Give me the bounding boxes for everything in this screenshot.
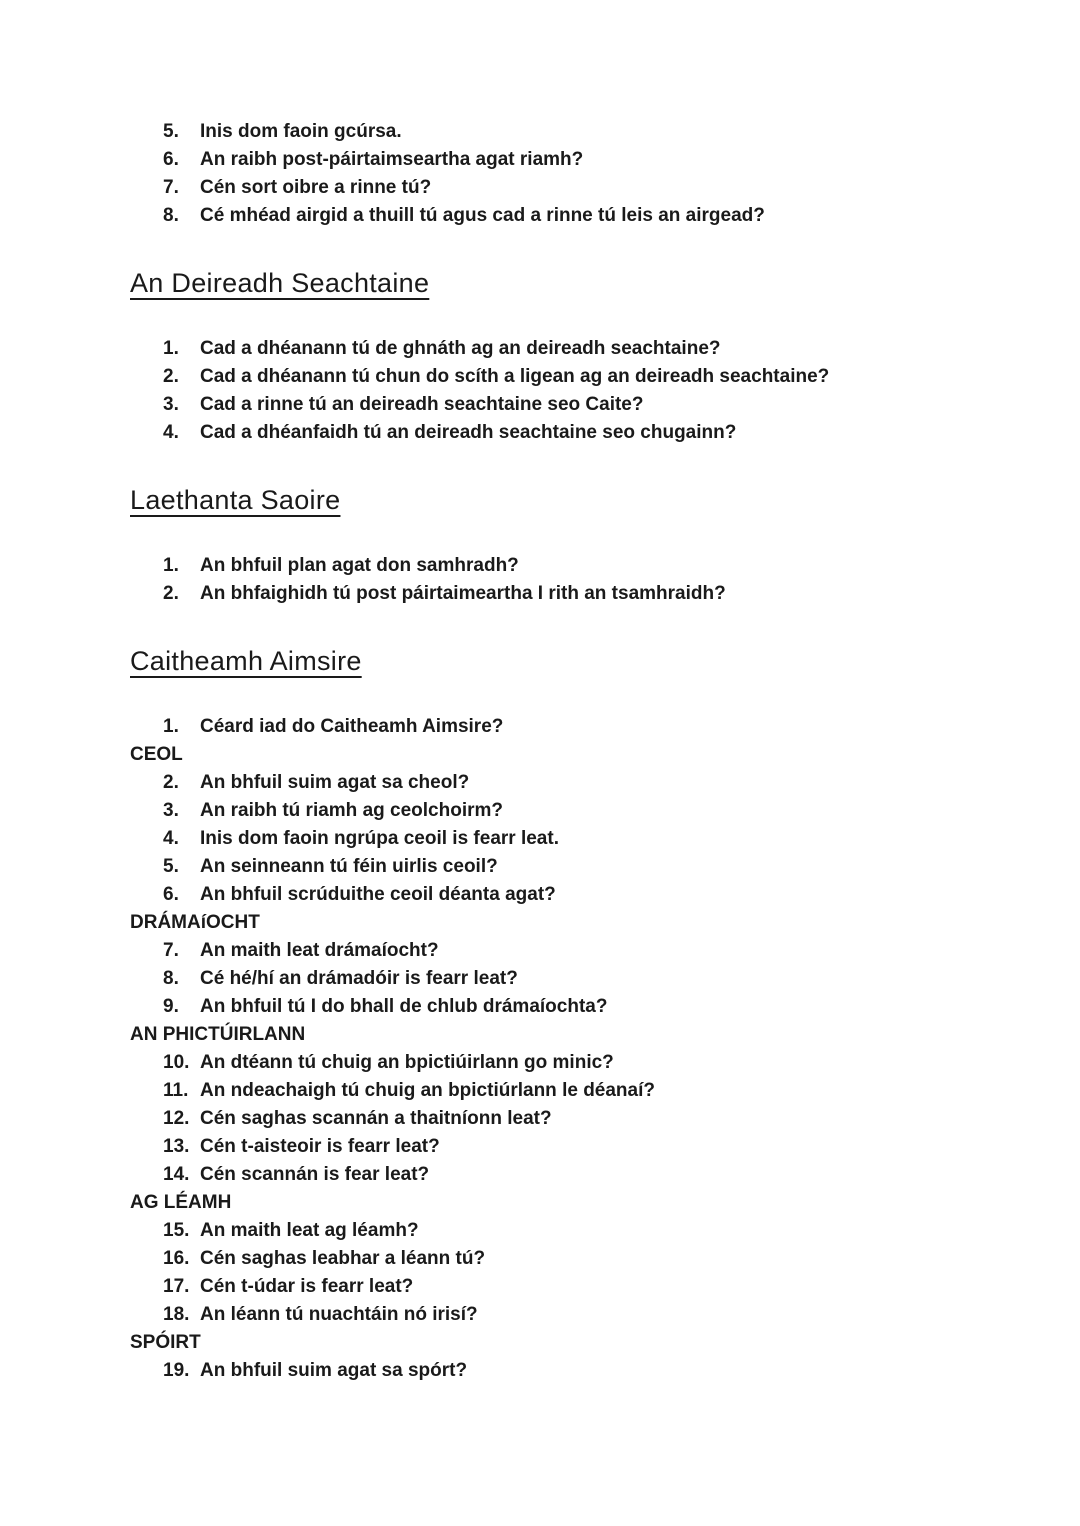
question-item bbox=[163, 1357, 990, 1385]
question-text: Cé mhéad airgid a thuill tú agus cad a rinne tú leis an airgead? bbox=[200, 205, 765, 226]
question-text: An dtéann tú chuig an bpictiúirlann go minic? bbox=[200, 1052, 614, 1073]
question-text: An maith leat drámaíocht? bbox=[200, 940, 439, 961]
question-list bbox=[130, 713, 990, 741]
question-text: An bhfuil suim agat sa cheol? bbox=[200, 772, 470, 793]
question-item bbox=[163, 174, 990, 202]
question-item bbox=[163, 1161, 990, 1189]
question-item bbox=[163, 1301, 990, 1329]
question-number: 13. bbox=[163, 1136, 190, 1157]
section-heading: Laethanta Saoire bbox=[130, 485, 341, 515]
question-item bbox=[163, 146, 990, 174]
question-number: 5. bbox=[163, 856, 179, 877]
question-item bbox=[163, 118, 990, 146]
question-text: Cad a dhéanann tú chun do scíth a ligean ag an deireadh seachtaine? bbox=[200, 366, 830, 387]
question-text: Cé hé/hí an drámadóir is fearr leat? bbox=[200, 968, 518, 989]
question-item bbox=[163, 580, 990, 608]
question-item bbox=[163, 1049, 990, 1077]
question-text: Cén saghas scannán a thaitníonn leat? bbox=[200, 1108, 552, 1129]
question-number: 3. bbox=[163, 394, 179, 415]
question-number: 7. bbox=[163, 177, 179, 198]
question-number: 2. bbox=[163, 366, 179, 387]
section-heading: An Deireadh Seachtaine bbox=[130, 268, 430, 298]
question-text: Cén saghas leabhar a léann tú? bbox=[200, 1248, 486, 1269]
question-text: Cén scannán is fear leat? bbox=[200, 1164, 430, 1185]
question-text: An maith leat ag léamh? bbox=[200, 1220, 419, 1241]
category-label: AG LÉAMH bbox=[130, 1192, 232, 1213]
question-text: Inis dom faoin gcúrsa. bbox=[200, 121, 402, 142]
question-number: 3. bbox=[163, 800, 179, 821]
question-number: 8. bbox=[163, 968, 179, 989]
question-number: 1. bbox=[163, 716, 179, 737]
question-text: Cad a dhéanfaidh tú an deireadh seachtaine seo chugainn? bbox=[200, 422, 737, 443]
question-item bbox=[163, 419, 990, 447]
question-list bbox=[130, 335, 990, 447]
question-item bbox=[163, 993, 990, 1021]
question-text: An bhfuil tú I do bhall de chlub drámaíochta? bbox=[200, 996, 608, 1017]
question-item bbox=[163, 363, 990, 391]
question-text: An bhfaighidh tú post páirtaimeartha I rith an tsamhraidh? bbox=[200, 583, 726, 604]
section-heading: Caitheamh Aimsire bbox=[130, 646, 362, 676]
question-number: 4. bbox=[163, 422, 179, 443]
question-number: 4. bbox=[163, 828, 179, 849]
question-number: 7. bbox=[163, 940, 179, 961]
question-text: Cén t-aisteoir is fearr leat? bbox=[200, 1136, 440, 1157]
question-list bbox=[130, 1357, 990, 1385]
question-item bbox=[163, 1077, 990, 1105]
question-text: Cad a rinne tú an deireadh seachtaine seo Caite? bbox=[200, 394, 644, 415]
question-item bbox=[163, 937, 990, 965]
question-item bbox=[163, 769, 990, 797]
document-content bbox=[130, 118, 990, 1385]
question-item bbox=[163, 1133, 990, 1161]
question-text: An léann tú nuachtáin nó irisí? bbox=[200, 1304, 478, 1325]
question-number: 19. bbox=[163, 1360, 190, 1381]
question-text: An bhfuil plan agat don samhradh? bbox=[200, 555, 519, 576]
category-label: SPÓIRT bbox=[130, 1332, 201, 1353]
question-item bbox=[163, 1105, 990, 1133]
question-text: Cén t-údar is fearr leat? bbox=[200, 1276, 414, 1297]
question-number: 14. bbox=[163, 1164, 190, 1185]
question-number: 12. bbox=[163, 1108, 190, 1129]
category-label: DRÁMAíOCHT bbox=[130, 912, 260, 933]
question-item bbox=[163, 713, 990, 741]
category-label: AN PHICTÚIRLANN bbox=[130, 1024, 306, 1045]
question-item bbox=[163, 391, 990, 419]
question-item bbox=[163, 881, 990, 909]
category-label: CEOL bbox=[130, 744, 183, 765]
question-number: 1. bbox=[163, 555, 179, 576]
question-text: An seinneann tú féin uirlis ceoil? bbox=[200, 856, 498, 877]
question-item bbox=[163, 202, 990, 230]
question-text: An ndeachaigh tú chuig an bpictiúrlann le déanaí? bbox=[200, 1080, 655, 1101]
question-number: 5. bbox=[163, 121, 179, 142]
question-text: Céard iad do Caitheamh Aimsire? bbox=[200, 716, 504, 737]
question-list bbox=[130, 118, 990, 230]
question-number: 6. bbox=[163, 884, 179, 905]
question-number: 11. bbox=[163, 1080, 189, 1101]
question-number: 9. bbox=[163, 996, 179, 1017]
question-number: 1. bbox=[163, 338, 179, 359]
question-number: 15. bbox=[163, 1220, 190, 1241]
question-text: An raibh post-páirtaimseartha agat riamh? bbox=[200, 149, 584, 170]
question-list bbox=[130, 769, 990, 909]
question-item bbox=[163, 1217, 990, 1245]
question-number: 16. bbox=[163, 1248, 190, 1269]
question-list bbox=[130, 1049, 990, 1189]
question-number: 18. bbox=[163, 1304, 190, 1325]
question-item bbox=[163, 965, 990, 993]
question-number: 8. bbox=[163, 205, 179, 226]
question-text: An raibh tú riamh ag ceolchoirm? bbox=[200, 800, 503, 821]
question-item bbox=[163, 825, 990, 853]
question-text: Cad a dhéanann tú de ghnáth ag an deireadh seachtaine? bbox=[200, 338, 721, 359]
question-list bbox=[130, 1217, 990, 1329]
question-text: Inis dom faoin ngrúpa ceoil is fearr leat. bbox=[200, 828, 559, 849]
question-item bbox=[163, 1273, 990, 1301]
question-text: An bhfuil suim agat sa spórt? bbox=[200, 1360, 468, 1381]
question-number: 2. bbox=[163, 583, 179, 604]
question-number: 2. bbox=[163, 772, 179, 793]
question-number: 6. bbox=[163, 149, 179, 170]
question-item bbox=[163, 1245, 990, 1273]
question-item bbox=[163, 335, 990, 363]
question-item bbox=[163, 797, 990, 825]
question-text: An bhfuil scrúduithe ceoil déanta agat? bbox=[200, 884, 556, 905]
question-item bbox=[163, 552, 990, 580]
question-list bbox=[130, 937, 990, 1021]
question-list bbox=[130, 552, 990, 608]
question-number: 17. bbox=[163, 1276, 190, 1297]
question-number: 10. bbox=[163, 1052, 190, 1073]
question-text: Cén sort oibre a rinne tú? bbox=[200, 177, 432, 198]
question-item bbox=[163, 853, 990, 881]
